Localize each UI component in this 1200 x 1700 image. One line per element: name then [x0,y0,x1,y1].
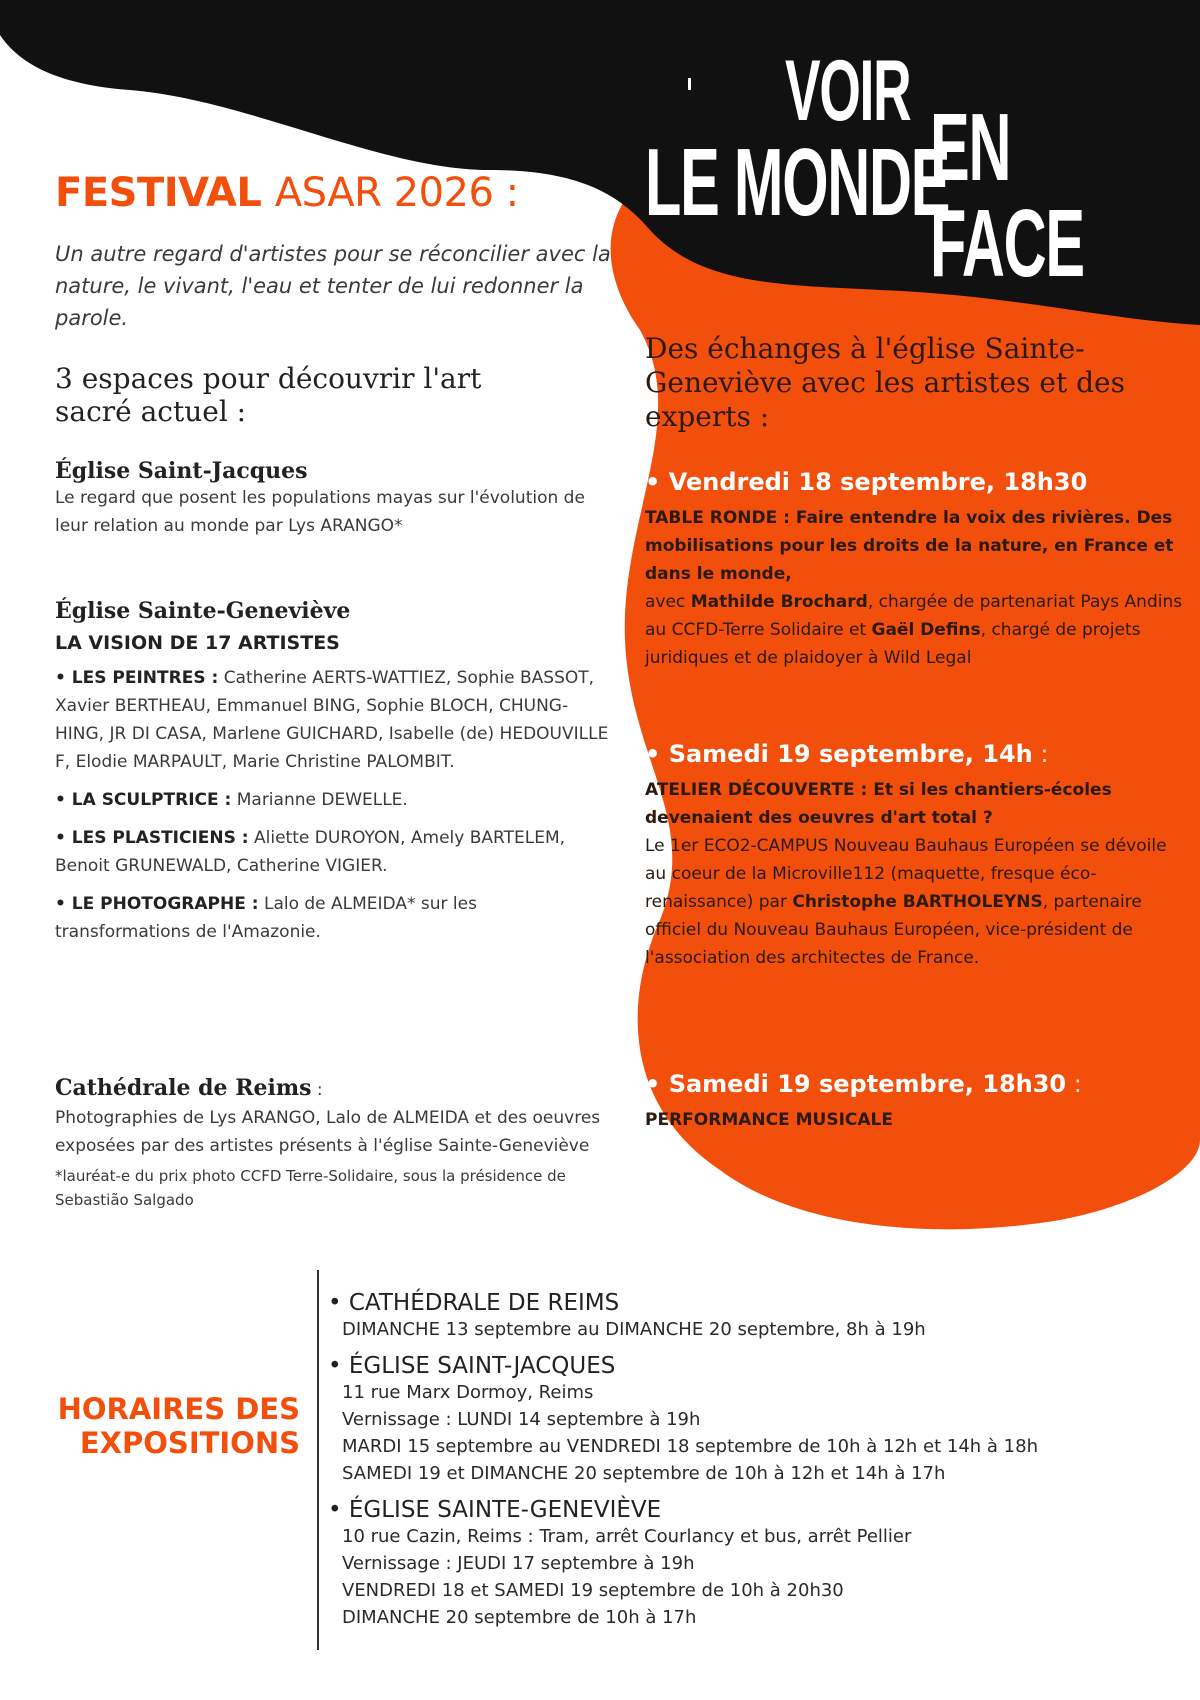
location-line: DIMANCHE 13 septembre au DIMANCHE 20 septembre, 8h à 19h [342,1319,926,1340]
schedule-location [328,1497,1188,1631]
artist-group-painters [55,664,615,776]
schedule-divider [317,1270,319,1650]
espaces-heading: 3 espaces pour découvrir l'art sacré actuel : [55,362,482,428]
festival-title [55,170,519,216]
venue-description: Le regard que posent les populations mayas sur l'évolution de leur relation au monde par Lys ARANGO* [55,488,585,536]
location-line: DIMANCHE 20 septembre de 10h à 17h [342,1607,697,1628]
event-text-c: , chargé de projets juridiques et de plaidoyer à Wild Legal [645,620,1141,668]
event-date [645,740,1185,768]
schedule-location [328,1290,1188,1343]
event-description [645,1106,1185,1134]
event-lead: ATELIER DÉCOUVERTE : Et si les chantiers-écoles devenaient des oeuvres d'art total ? [645,780,1112,828]
group-label: • LES PLASTICIENS : [55,828,249,848]
location-line: VENDREDI 18 et SAMEDI 19 septembre de 10h à 20h30 [342,1580,844,1601]
horaires-title: HORAIRES DES EXPOSITIONS [57,1392,300,1460]
location-name: • ÉGLISE SAINTE-GENEVIÈVE [328,1497,662,1523]
logo-voir: VOIR [785,43,911,139]
festival-title-rest: ASAR 2026 : [274,170,519,216]
group-label: • LES PEINTRES : [55,668,219,688]
venue-description: Photographies de Lys ARANGO, Lalo de ALMEIDA et des oeuvres exposées par des artistes présents à l'église Sainte-Geneviève [55,1108,601,1156]
event-atelier [645,740,1185,972]
schedule-location [328,1353,1188,1487]
artist-group-sculptor [55,786,615,814]
artist-group-plasticiens [55,824,615,880]
venue-name: Cathédrale de Reims [55,1075,312,1101]
venue-subheading: LA VISION DE 17 ARTISTES [55,632,340,654]
venue-sainte-genevieve [55,598,615,956]
festival-title-bold: FESTIVAL [55,170,262,216]
artist-group-photographer [55,890,615,946]
logo-mark [688,78,691,90]
group-names: Lalo de ALMEIDA* sur les transformations de l'Amazonie. [55,894,477,942]
schedule-list [328,1290,1188,1631]
event-text-a: Le 1er ECO2-CAMPUS Nouveau Bauhaus Européen se dévoile au coeur de la Microville112 (maquette, fresque éco-renaissance) par [645,836,1167,912]
venue-name-suffix: : [311,1080,323,1100]
event-person-1: Mathilde Brochard [690,592,868,612]
event-person-2: Gaël Defins [871,620,981,640]
event-person-1: Christophe BARTHOLEYNS [792,892,1043,912]
location-line: 11 rue Marx Dormoy, Reims [342,1382,594,1403]
location-line: 10 rue Cazin, Reims : Tram, arrêt Courlancy et bus, arrêt Pellier [342,1526,912,1547]
venue-saint-jacques [55,458,615,540]
event-date-suffix: : [1032,740,1049,768]
event-text-b: , chargée de partenariat Pays Andins au CCFD-Terre Solidaire et [645,592,1183,640]
venue-name: Église Saint-Jacques [55,458,308,484]
event-date-text: • Vendredi 18 septembre, 18h30 [645,468,1088,496]
event-lead: PERFORMANCE MUSICALE [645,1110,893,1130]
location-line: Vernissage : LUNDI 14 septembre à 19h [342,1409,701,1430]
event-date-text: • Samedi 19 septembre, 18h30 [645,1070,1067,1098]
event-date-text: • Samedi 19 septembre, 14h [645,740,1033,768]
event-date [645,1070,1185,1098]
event-table-ronde [645,468,1185,672]
group-label: • LA SCULPTRICE : [55,790,232,810]
event-text-a: avec [645,592,691,612]
event-date [645,468,1185,496]
event-text-b: , partenaire officiel du Nouveau Bauhaus Européen, vice-président de l'association des architectes de France. [645,892,1142,968]
location-name: • CATHÉDRALE DE REIMS [328,1290,620,1316]
logo-le-monde: LE MONDE [645,129,950,236]
laureate-note: *lauréat-e du prix photo CCFD Terre-Solidaire, sous la présidence de Sebastião Salgado [55,1167,566,1209]
group-label: • LE PHOTOGRAPHE : [55,894,259,914]
group-names: Catherine AERTS-WATTIEZ, Sophie BASSOT, Xavier BERTHEAU, Emmanuel BING, Sophie BLOCH, CHUNG-HING, JR DI CASA, Marlene GUICHARD, Isabelle (de) HEDOUVILLE F, Elodie MARPAULT, Marie Christine PALOMBIT. [55,668,609,772]
group-names: Aliette DUROYON, Amely BARTELEM, Benoit GRUNEWALD, Catherine VIGIER. [55,828,566,876]
location-line: MARDI 15 septembre au VENDREDI 18 septembre de 10h à 12h et 14h à 18h [342,1436,1038,1457]
venue-heading [55,1075,615,1104]
event-description [645,504,1185,672]
location-line: SAMEDI 19 et DIMANCHE 20 septembre de 10h à 12h et 14h à 17h [342,1463,946,1484]
event-date-suffix: : [1066,1070,1082,1098]
event-description [645,776,1185,972]
festival-intro: Un autre regard d'artistes pour se réconcilier avec la nature, le vivant, l'eau et tenter de lui redonner la parole. [55,242,611,330]
location-name: • ÉGLISE SAINT-JACQUES [328,1353,616,1379]
location-line: Vernissage : JEUDI 17 septembre à 19h [342,1553,695,1574]
event-performance [645,1070,1185,1134]
group-names: Marianne DEWELLE. [236,790,408,810]
logo-en-face: EN FACE [930,94,1084,297]
echanges-heading: Des échanges à l'église Sainte-Geneviève avec les artistes et des experts : [645,332,1125,433]
event-lead: TABLE RONDE : Faire entendre la voix des rivières. Des mobilisations pour les droits de la nature, en France et dans le monde, [645,508,1174,584]
venue-cathedrale [55,1075,615,1212]
venue-name: Église Sainte-Geneviève [55,598,351,624]
